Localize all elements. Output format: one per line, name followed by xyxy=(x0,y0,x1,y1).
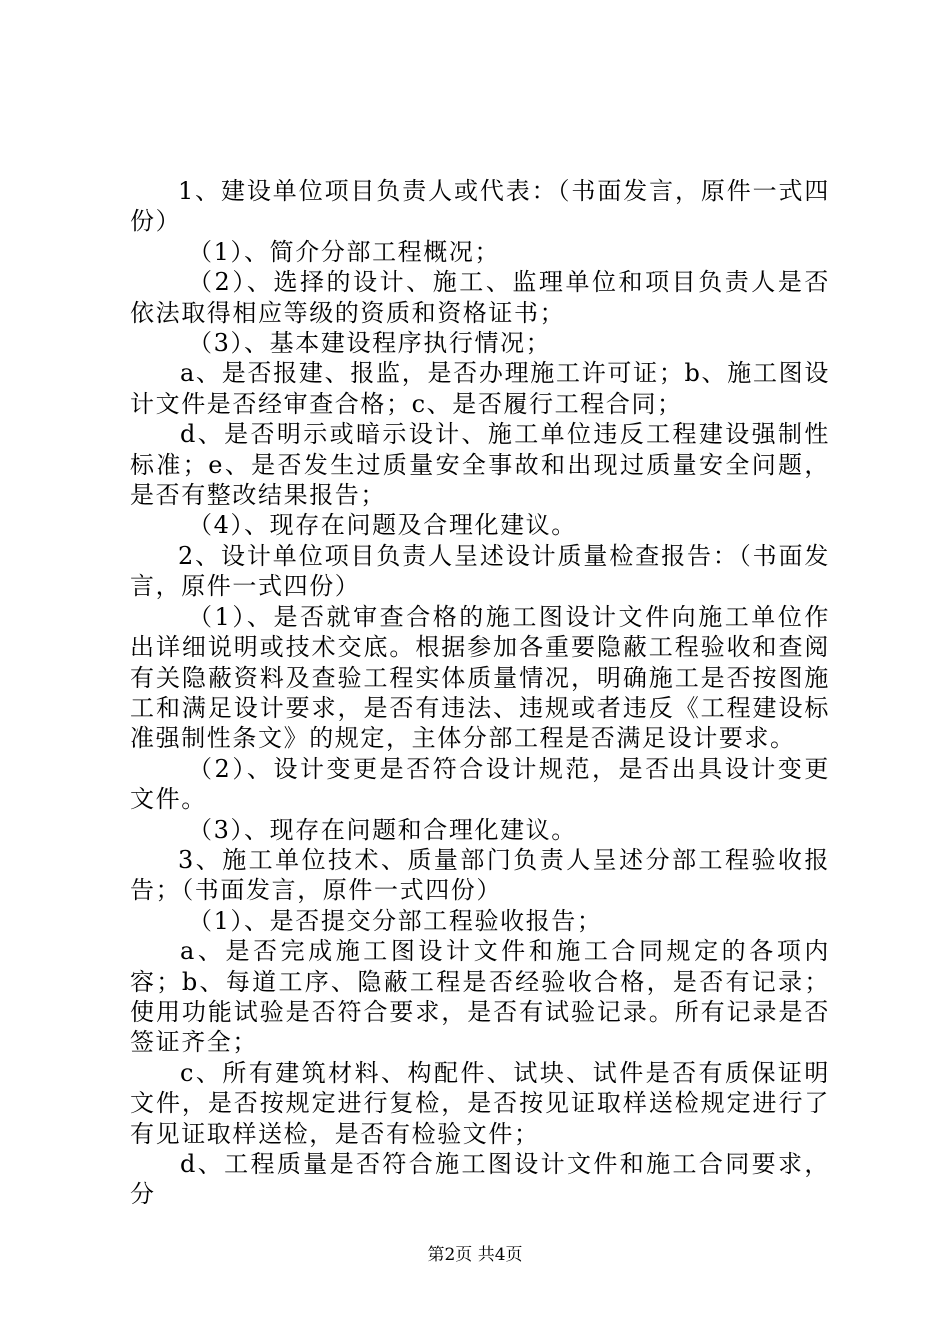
paragraph: （4）、现存在问题及合理化建议。 xyxy=(188,511,577,540)
paragraph: c、所有建筑材料、构配件、试块、试件是否有质保证明文件，是否按规定进行复检，是否按见证取样送检规定进行了有见证取样送检，是否有检验文件； xyxy=(130,1058,830,1148)
paragraph: d、工程质量是否符合施工图设计文件和施工合同要求，分 xyxy=(130,1150,830,1209)
paragraph: （1）、是否就审查合格的施工图设计文件向施工单位作出详细说明或技术交底。根据参加各重要隐蔽工程验收和查阅有关隐蔽资料及查验工程实体质量情况，明确施工是否按图施工和满足设计要求，是否有违法、违规或者违反《工程建设标准强制性条文》的规定，主体分部工程是否满足设计要求。 xyxy=(130,602,830,753)
paragraph: 1、建设单位项目负责人或代表：（书面发言，原件一式四份） xyxy=(130,177,830,236)
paragraph: （3）、基本建设程序执行情况； xyxy=(188,329,552,358)
paragraph: （2）、选择的设计、施工、监理单位和项目负责人是否依法取得相应等级的资质和资格证书； xyxy=(130,268,830,327)
paragraph: （3）、现存在问题和合理化建议。 xyxy=(188,815,577,844)
paragraph: a、是否报建、报监，是否办理施工许可证；b、施工图设计文件是否经审查合格；c、是否履行工程合同； xyxy=(130,359,830,418)
paragraph: 2、设计单位项目负责人呈述设计质量检查报告：（书面发言，原件一式四份） xyxy=(130,541,830,601)
document-body xyxy=(130,176,830,1210)
paragraph: a、是否完成施工图设计文件和施工合同规定的各项内容；b、每道工序、隐蔽工程是否经验收合格，是否有记录；使用功能试验是否符合要求，是否有试验记录。所有记录是否签证齐全； xyxy=(130,937,830,1057)
paragraph: d、是否明示或暗示设计、施工单位违反工程建设强制性标准；e、是否发生过质量安全事故和出现过质量安全问题，是否有整改结果报告； xyxy=(130,420,830,510)
page-footer: 第2页 共4页 xyxy=(427,1245,523,1265)
paragraph: （1）、是否提交分部工程验收报告； xyxy=(188,906,603,935)
paragraph: （2）、设计变更是否符合设计规范，是否出具设计变更文件。 xyxy=(130,754,830,814)
paragraph: 3、施工单位技术、质量部门负责人呈述分部工程验收报告；（书面发言，原件一式四份） xyxy=(130,845,830,905)
paragraph: （1）、简介分部工程概况； xyxy=(188,237,501,266)
